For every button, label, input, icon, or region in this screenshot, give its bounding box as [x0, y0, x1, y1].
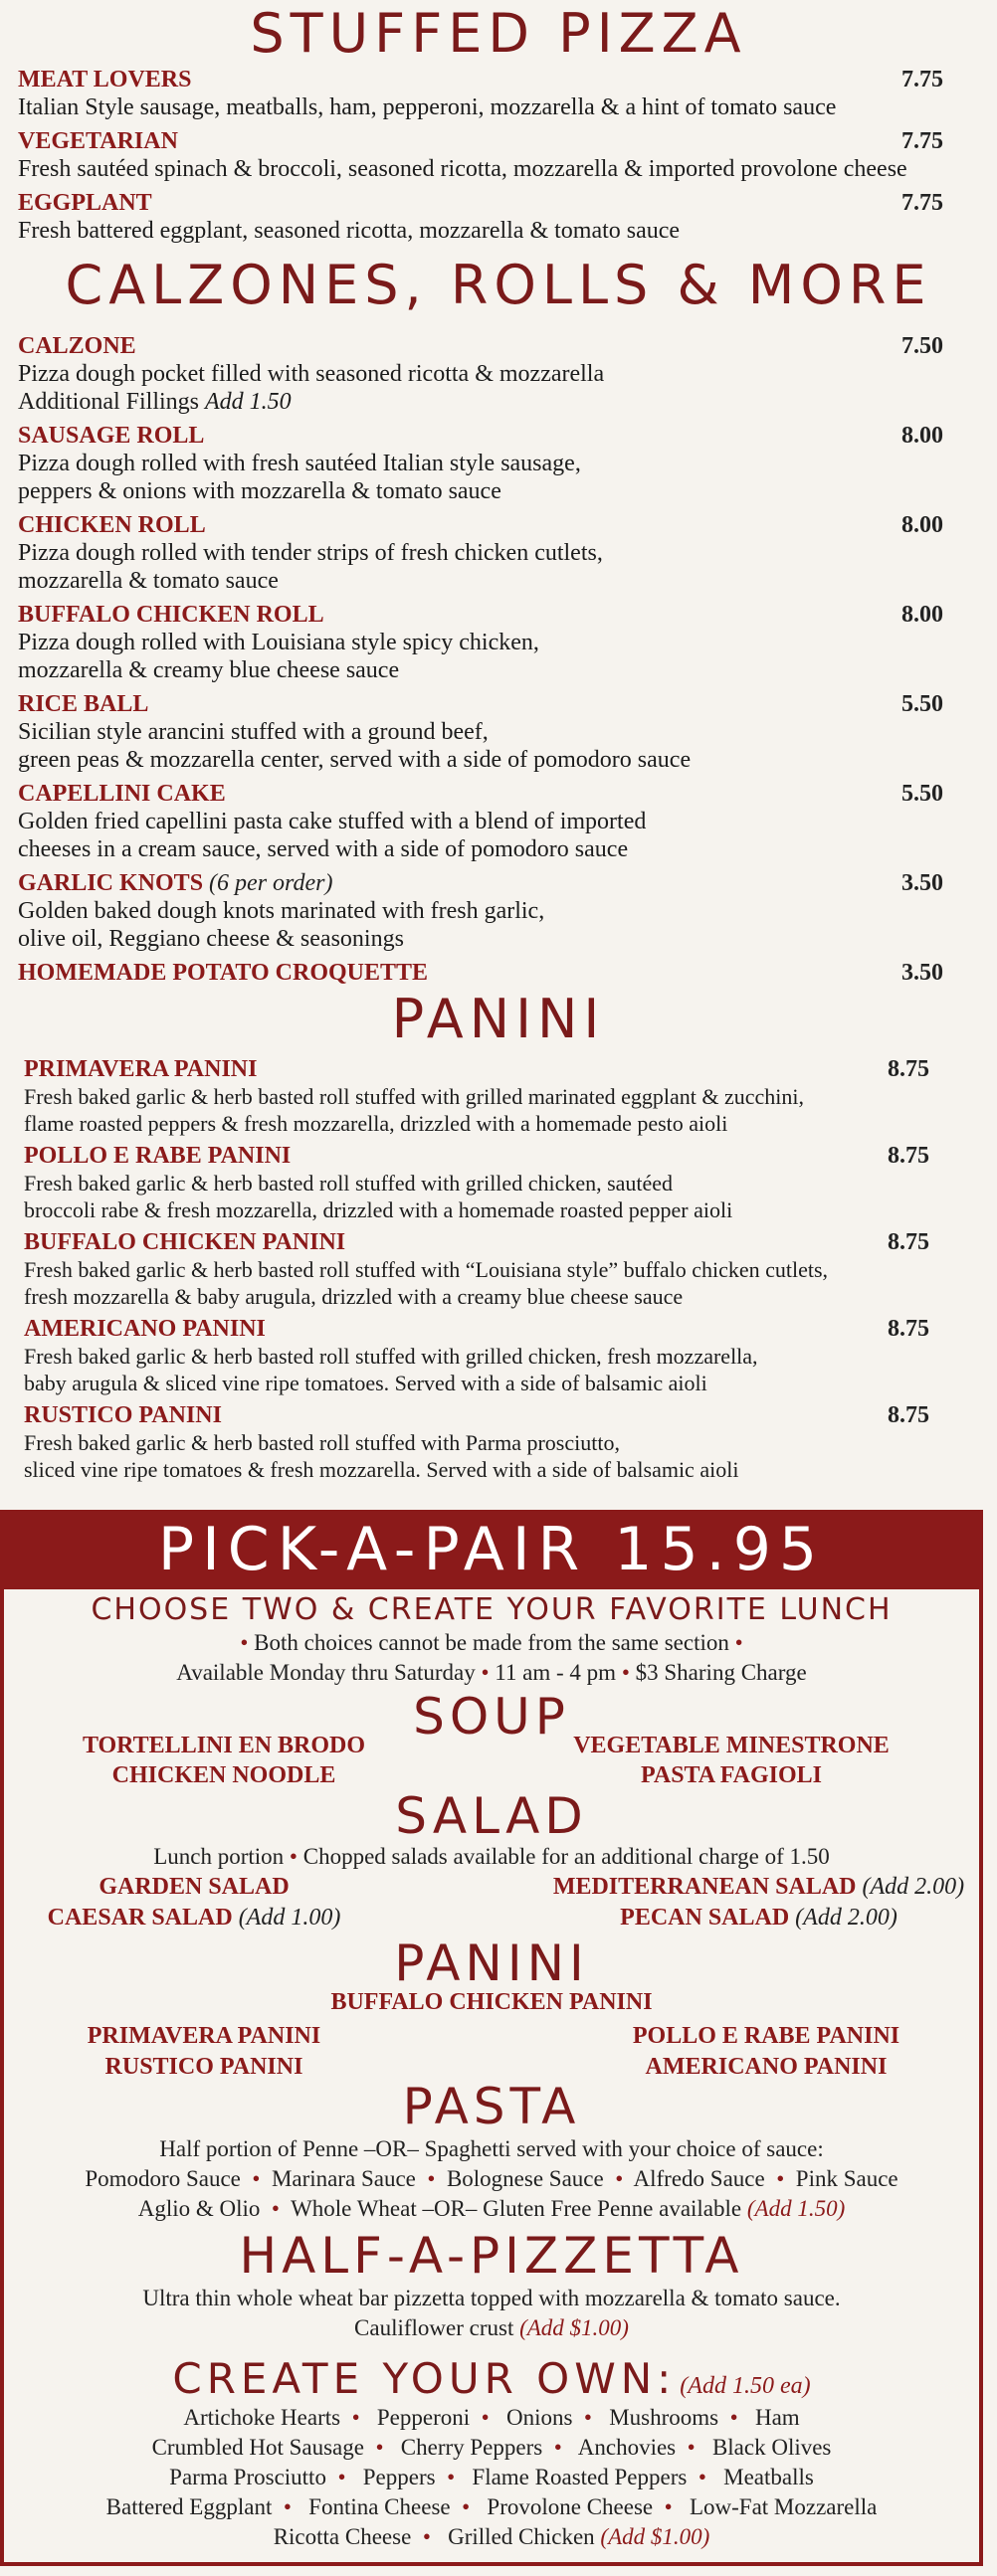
item-price: 5.50: [901, 781, 943, 807]
item-desc: Fresh sautéed spinach & broccoli, seasoned ricotta, mozzarella & imported provolone cheese: [18, 156, 907, 182]
item-price: 7.75: [901, 128, 943, 154]
menu-item: [18, 127, 943, 183]
soup-right-column: [557, 1731, 905, 1790]
item-name: MEAT LOVERS: [18, 67, 192, 92]
menu-item: [24, 1316, 929, 1396]
topping-item: Crumbled Hot Sausage: [151, 2435, 364, 2460]
menu-item: [24, 1143, 929, 1223]
pasta-line3: Aglio & Olio • Whole Wheat –OR– Gluten Free Penne available (Add 1.50): [137, 2196, 846, 2221]
topping-item: Cherry Peppers: [400, 2435, 543, 2460]
menu-item: [18, 869, 943, 953]
salad-item: GARDEN SALAD: [99, 1874, 290, 1900]
topping-item: Fontina Cheese: [308, 2494, 451, 2519]
toppings-row: Artichoke Hearts • Pepperoni • Onions • Mushrooms • Ham: [183, 2405, 800, 2430]
panini-list: [24, 1056, 929, 1489]
item-price: 8.75: [888, 1316, 929, 1342]
menu-item: [18, 959, 943, 987]
topping-item: Artichoke Hearts: [183, 2405, 341, 2430]
toppings-row: Ricotta Cheese • Grilled Chicken (Add $1.00): [273, 2524, 710, 2549]
item-desc: broccoli rabe & fresh mozzarella, drizzled with a homemade roasted pepper aioli: [24, 1197, 733, 1222]
pick-a-pair-banner: PICK-A-PAIR 15.95: [0, 1510, 983, 1589]
menu-item: [18, 690, 943, 774]
item-name: CAPELLINI CAKE: [18, 781, 226, 807]
menu-item: [18, 189, 943, 245]
item-desc: cheeses in a cream sauce, served with a side of pomodoro sauce: [18, 836, 629, 862]
toppings-row: Parma Prosciutto • Peppers • Flame Roasted Peppers • Meatballs: [169, 2465, 814, 2489]
item-price: 8.00: [901, 423, 943, 449]
item-desc: Golden baked dough knots marinated with fresh garlic,: [18, 898, 545, 924]
item-desc: fresh mozzarella & baby arugula, drizzled with a creamy blue cheese sauce: [24, 1284, 684, 1309]
item-name: VEGETARIAN: [18, 128, 178, 154]
item-desc: mozzarella & tomato sauce: [18, 568, 279, 594]
item-price: 8.75: [888, 1402, 929, 1428]
pasta-line1: Half portion of Penne –OR– Spaghetti served with your choice of sauce:: [159, 2136, 824, 2161]
pizzetta-line2: [0, 2313, 983, 2343]
topping-item: Low-Fat Mozzarella: [689, 2494, 878, 2519]
sauce-item: Bolognese Sauce: [446, 2166, 604, 2191]
soup-heading: SOUP: [413, 1688, 570, 1746]
topping-addon: (Add $1.00): [600, 2524, 710, 2549]
topping-item: Peppers: [362, 2465, 436, 2489]
pasta-sauces: Pomodoro Sauce • Marinara Sauce • Bolognese Sauce • Alfredo Sauce • Pink Sauce: [85, 2166, 898, 2191]
item-desc: Fresh baked garlic & herb basted roll stuffed with grilled chicken, fresh mozzarella,: [24, 1344, 758, 1369]
topping-item: Flame Roasted Peppers: [472, 2465, 688, 2489]
availability-days: Available Monday thru Saturday: [176, 1660, 476, 1685]
pair-panini-heading: PANINI: [394, 1934, 589, 1992]
item-name: POLLO E RABE PANINI: [24, 1143, 292, 1169]
item-price: 8.00: [901, 602, 943, 628]
salad-right-column: [537, 1872, 980, 1933]
salad-item: PECAN SALAD: [620, 1905, 790, 1931]
toppings-row: Battered Eggplant • Fontina Cheese • Provolone Cheese • Low-Fat Mozzarella: [105, 2494, 878, 2519]
sharing-charge: $3 Sharing Charge: [635, 1660, 807, 1685]
pair-panini-item: AMERICANO PANINI: [645, 2054, 888, 2080]
menu-item: [18, 422, 943, 505]
item-price: 7.75: [901, 190, 943, 216]
item-name: HOMEMADE POTATO CROQUETTE: [18, 960, 429, 986]
item-desc: mozzarella & creamy blue cheese sauce: [18, 657, 400, 683]
item-desc: Pizza dough rolled with tender strips of fresh chicken cutlets,: [18, 540, 603, 566]
item-price: 5.50: [901, 691, 943, 717]
topping-item: Anchovies: [577, 2435, 677, 2460]
salad-item: CAESAR SALAD: [47, 1905, 233, 1931]
item-desc: Pizza dough rolled with Louisiana style spicy chicken,: [18, 630, 539, 655]
salad-note-portion: Lunch portion: [153, 1844, 285, 1869]
stuffed-pizza-heading: STUFFED PIZZA: [250, 2, 747, 65]
soup-item: VEGETABLE MINESTRONE: [573, 1733, 890, 1758]
item-desc: flame roasted peppers & fresh mozzarella, drizzled with a homemade pesto aioli: [24, 1111, 728, 1136]
item-price: 8.00: [901, 512, 943, 538]
sauce-item: Alfredo Sauce: [633, 2166, 765, 2191]
topping-item: Provolone Cheese: [487, 2494, 654, 2519]
item-name: RUSTICO PANINI: [24, 1402, 222, 1428]
item-name: SAUSAGE ROLL: [18, 423, 205, 449]
item-name: BUFFALO CHICKEN ROLL: [18, 602, 324, 628]
pizzetta-heading: HALF-A-PIZZETTA: [239, 2227, 744, 2285]
menu-item: [18, 332, 943, 416]
salad-note-chopped: Chopped salads available for an additional charge of 1.50: [302, 1844, 830, 1869]
calzones-heading: CALZONES, ROLLS & MORE: [65, 254, 932, 316]
rule-text: Both choices cannot be made from the same section: [254, 1630, 729, 1655]
item-price: 3.50: [901, 870, 943, 896]
pair-panini-item: RUSTICO PANINI: [104, 2054, 303, 2080]
pasta-heading: PASTA: [402, 2078, 581, 2135]
item-price: 3.50: [901, 960, 943, 986]
sauce-item: Pomodoro Sauce: [85, 2166, 241, 2191]
item-desc: Fresh battered eggplant, seasoned ricotta, mozzarella & tomato sauce: [18, 218, 681, 244]
item-desc: Additional Fillings: [18, 389, 200, 415]
item-desc: peppers & onions with mozzarella & tomato sauce: [18, 478, 501, 504]
pick-a-pair-subtitle: CHOOSE TWO & CREATE YOUR FAVORITE LUNCH: [91, 1592, 893, 1627]
soup-item: CHICKEN NOODLE: [111, 1762, 336, 1788]
item-name: EGGPLANT: [18, 190, 152, 216]
pizzetta-addon: (Add $1.00): [519, 2315, 629, 2340]
salad-addon: (Add 2.00): [862, 1874, 965, 1900]
topping-item: Meatballs: [723, 2465, 814, 2489]
item-name: PRIMAVERA PANINI: [24, 1056, 258, 1082]
menu-item: [24, 1229, 929, 1310]
topping-item: Ricotta Cheese: [273, 2524, 412, 2549]
salad-note: Lunch portion • Chopped salads available for an additional charge of 1.50: [153, 1844, 830, 1869]
pizzetta-line1: Ultra thin whole wheat bar pizzetta topped with mozzarella & tomato sauce.: [142, 2286, 841, 2310]
pair-panini-right-column: [597, 2021, 935, 2083]
salad-heading: SALAD: [395, 1787, 588, 1845]
pasta-options: Whole Wheat –OR– Gluten Free Penne available: [291, 2196, 742, 2221]
menu-item: [24, 1402, 929, 1483]
item-price: 7.50: [901, 333, 943, 359]
item-desc: green peas & mozzarella center, served with a side of pomodoro sauce: [18, 747, 692, 773]
toppings-row: Crumbled Hot Sausage • Cherry Peppers • Anchovies • Black Olives: [151, 2435, 832, 2460]
calzones-list: [18, 332, 943, 993]
salad-left-column: [30, 1872, 358, 1933]
pasta-addon: (Add 1.50): [746, 2196, 846, 2221]
topping-item: Onions: [505, 2405, 573, 2430]
soup-item: TORTELLINI EN BRODO: [82, 1733, 366, 1758]
soup-item: PASTA FAGIOLI: [640, 1762, 823, 1788]
item-name: CHICKEN ROLL: [18, 512, 206, 538]
availability-hours: 11 am - 4 pm: [495, 1660, 617, 1685]
sauce-item: Marinara Sauce: [271, 2166, 416, 2191]
pair-panini-center-item: BUFFALO CHICKEN PANINI: [330, 1989, 653, 2015]
item-desc: Pizza dough pocket filled with seasoned ricotta & mozzarella: [18, 361, 605, 387]
item-desc: Pizza dough rolled with fresh sautéed Italian style sausage,: [18, 451, 581, 476]
item-note: (6 per order): [209, 870, 333, 896]
create-heading-addon: (Add 1.50 ea): [680, 2373, 811, 2399]
topping-item: Mushrooms: [609, 2405, 719, 2430]
salad-addon: (Add 2.00): [795, 1905, 897, 1931]
item-addon: Add 1.50: [205, 389, 292, 415]
item-desc: baby arugula & sliced vine ripe tomatoes. Served with a side of balsamic aioli: [24, 1371, 707, 1395]
sauce-item: Pink Sauce: [795, 2166, 898, 2191]
item-price: 8.75: [888, 1143, 929, 1169]
pair-panini-left-column: [40, 2021, 368, 2083]
item-name: AMERICANO PANINI: [24, 1316, 266, 1342]
topping-item: Parma Prosciutto: [169, 2465, 326, 2489]
item-desc: Fresh baked garlic & herb basted roll stuffed with grilled chicken, sautéed: [24, 1171, 674, 1196]
topping-item: Grilled Chicken: [448, 2524, 595, 2549]
item-desc: Sicilian style arancini stuffed with a ground beef,: [18, 719, 489, 745]
item-desc: Fresh baked garlic & herb basted roll stuffed with grilled marinated eggplant & zucchini,: [24, 1084, 805, 1109]
menu-item: [18, 780, 943, 863]
topping-item: Black Olives: [711, 2435, 832, 2460]
pick-a-pair-rule: • Both choices cannot be made from the same section •: [240, 1630, 743, 1655]
item-desc: Fresh baked garlic & herb basted roll stuffed with Parma prosciutto,: [24, 1430, 620, 1455]
topping-item: Battered Eggplant: [105, 2494, 273, 2519]
pair-panini-item: PRIMAVERA PANINI: [87, 2023, 321, 2049]
item-name: RICE BALL: [18, 691, 149, 717]
item-desc: sliced vine ripe tomatoes & fresh mozzarella. Served with a side of balsamic aioli: [24, 1457, 739, 1482]
salad-addon: (Add 1.00): [238, 1905, 341, 1931]
item-desc: Golden fried capellini pasta cake stuffed with a blend of imported: [18, 809, 647, 834]
item-name: BUFFALO CHICKEN PANINI: [24, 1229, 346, 1255]
sauce-item: Aglio & Olio: [137, 2196, 261, 2221]
salad-item: MEDITERRANEAN SALAD: [552, 1874, 857, 1900]
item-price: 7.75: [901, 67, 943, 92]
topping-item: Ham: [754, 2405, 800, 2430]
stuffed-pizza-list: [18, 66, 943, 251]
menu-item: [18, 601, 943, 684]
item-name: GARLIC KNOTS: [18, 870, 204, 896]
panini-heading: PANINI: [391, 988, 606, 1050]
menu-item: [18, 66, 943, 121]
topping-item: Pepperoni: [376, 2405, 471, 2430]
soup-left-column: [60, 1731, 388, 1790]
item-price: 8.75: [888, 1229, 929, 1255]
menu-item: [18, 511, 943, 595]
menu-item: [24, 1056, 929, 1137]
pizzetta-crust: Cauliflower crust: [354, 2315, 514, 2340]
item-price: 8.75: [888, 1056, 929, 1082]
item-desc: Italian Style sausage, meatballs, ham, pepperoni, mozzarella & a hint of tomato sauce: [18, 94, 837, 120]
pair-panini-item: POLLO E RABE PANINI: [632, 2023, 900, 2049]
item-desc: Fresh baked garlic & herb basted roll stuffed with “Louisiana style” buffalo chicken cutlets,: [24, 1257, 829, 1282]
pick-a-pair-availability: Available Monday thru Saturday • 11 am - 4 pm • $3 Sharing Charge: [176, 1660, 807, 1685]
item-desc: olive oil, Reggiano cheese & seasonings: [18, 926, 404, 952]
item-name: CALZONE: [18, 333, 136, 359]
create-heading: CREATE YOUR OWN:: [172, 2354, 677, 2403]
